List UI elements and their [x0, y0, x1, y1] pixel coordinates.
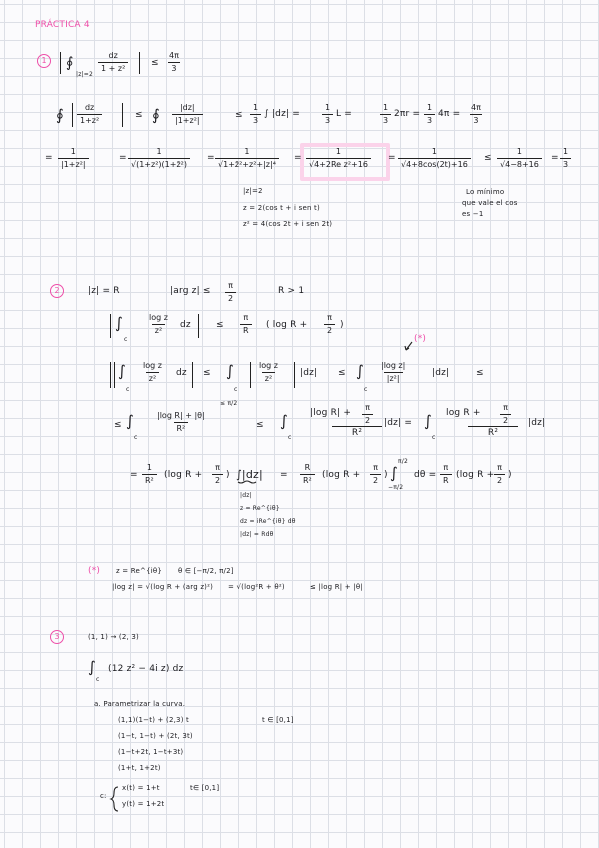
note: |z|=2: [243, 187, 263, 195]
differential: |dz|: [300, 368, 318, 378]
denominator: √1+z̄²+z²+|z|⁴: [215, 158, 279, 169]
denominator: z²: [146, 372, 159, 383]
math-text: |log R| +: [310, 408, 352, 418]
footnote-text: z = Re^{iθ}: [116, 567, 163, 575]
denominator: |1+z²|: [172, 114, 203, 125]
integral-sign: ∫: [118, 362, 127, 380]
denominator: 2: [494, 474, 505, 485]
differential: dz: [176, 368, 187, 378]
numerator: log z: [149, 313, 168, 322]
numerator: 4π: [169, 51, 179, 60]
abs-bar: [198, 314, 199, 338]
substitution-note: z = Re^{iθ}: [240, 505, 280, 512]
fraction: [154, 412, 208, 433]
numerator: π: [228, 281, 233, 290]
math-text: log R +: [446, 408, 481, 418]
substitution-note: |dz|: [240, 492, 252, 499]
leq-sign: ≤: [114, 420, 122, 430]
fraction: [250, 104, 261, 125]
fraction: [362, 404, 373, 425]
contour-label: |z|=2: [76, 71, 94, 78]
leq-sign: ≤: [256, 420, 264, 430]
math-text: ): [384, 470, 388, 480]
contour-label: c: [364, 386, 368, 393]
contour-integral-sign: ∮: [56, 106, 65, 124]
contour-label: c: [134, 434, 138, 441]
numerator: R: [304, 463, 311, 472]
equals: =: [294, 153, 302, 163]
fraction: [468, 104, 484, 125]
fraction: [225, 282, 236, 303]
denominator: 1 + z²: [98, 62, 128, 73]
lower-limit: −π/2: [388, 484, 404, 491]
denominator: z²: [262, 372, 275, 383]
numerator: 1: [427, 103, 433, 112]
fraction: [58, 148, 89, 169]
denominator: 2: [500, 414, 511, 425]
contour-label: c: [124, 336, 128, 343]
fraction: [172, 104, 203, 125]
denominator: z²: [152, 324, 165, 335]
hypothesis: |z| = R: [88, 286, 120, 296]
side-note: Lo mínimo: [466, 188, 505, 196]
integral-sign: ∫: [88, 658, 97, 676]
item-heading: a. Parametrizar la curva.: [94, 700, 186, 708]
denominator: 1+z²: [77, 114, 102, 125]
integral-sign: ∫: [424, 412, 433, 430]
numerator: 1: [244, 147, 250, 156]
leq-sign: ≤: [476, 368, 484, 378]
fraction: [77, 104, 102, 125]
denominator: √(1+z²)(1+z̄²): [128, 158, 190, 169]
equals: =: [551, 153, 559, 163]
abs-bar: [110, 314, 111, 338]
fraction: [494, 464, 505, 485]
param-range: t ∈ [0,1]: [262, 716, 294, 724]
equals: =: [388, 153, 396, 163]
endpoints: (1, 1) → (2, 3): [88, 633, 139, 641]
math-text: (log R +: [322, 470, 361, 480]
bound-fraction: [166, 52, 182, 73]
annotation: ≤ π/2: [220, 400, 238, 407]
denominator: R²: [468, 426, 518, 438]
differential: |dz|: [528, 418, 546, 428]
integral-sign: ∫: [115, 314, 124, 332]
math-text: dθ =: [414, 470, 437, 480]
highlighted-fraction: [306, 148, 371, 169]
numerator: 1: [325, 103, 331, 112]
numerator: 1: [383, 103, 389, 112]
math-text: 4π =: [438, 109, 461, 119]
exercise-2-number: 2: [50, 284, 64, 298]
equals: =: [280, 470, 288, 480]
bullet: =: [45, 153, 53, 163]
numerator: π: [243, 313, 249, 322]
upper-limit: π/2: [398, 458, 409, 465]
numerator: π: [443, 463, 449, 472]
param-step: (1−t+2t, 1−t+3t): [118, 748, 184, 756]
numerator: π: [503, 403, 508, 412]
system-label: c:: [100, 792, 107, 800]
numerator: 1: [563, 147, 569, 156]
numerator: dz: [108, 51, 118, 60]
leq-sign: ≤: [135, 110, 143, 120]
numerator: 1: [146, 463, 152, 472]
note: z² = 4(cos 2t + i sen 2t): [243, 220, 333, 228]
contour-label: c: [126, 386, 130, 393]
footnote-text: θ ∈ [−π/2, π/2]: [178, 567, 234, 575]
numerator: 4π: [471, 103, 481, 112]
contour-integral-sign: ∮: [152, 106, 161, 124]
math-text: ( log R +: [266, 320, 308, 330]
differential: dz: [180, 320, 191, 330]
fraction: [560, 148, 571, 169]
system-equation: x(t) = 1+t: [122, 784, 160, 792]
denominator: √4+8cos(2t)+16: [398, 158, 471, 169]
denominator: R²: [332, 426, 382, 438]
side-note: que vale el cos: [462, 199, 518, 207]
param-step: (1−t, 1−t) + (2t, 3t): [118, 732, 193, 740]
equals: =: [130, 470, 138, 480]
fraction: [146, 314, 171, 335]
exercise-3-number: 3: [50, 630, 64, 644]
denominator: 2: [362, 414, 373, 425]
denominator: 3: [322, 114, 333, 125]
footnote-text: ≤ |log R| + |θ|: [310, 583, 363, 591]
numerator: π: [327, 313, 332, 322]
fraction: [142, 464, 157, 485]
differential: |dz|: [432, 368, 450, 378]
numerator: π: [373, 463, 378, 472]
numerator: |dz|: [179, 103, 195, 112]
hypothesis: R > 1: [278, 286, 305, 296]
footnote-mark: (*): [414, 334, 427, 344]
numerator: 1: [516, 147, 522, 156]
denominator: 3: [424, 114, 435, 125]
numerator: 1: [335, 147, 342, 156]
leq-sign: ≤: [151, 58, 159, 68]
abs-bar: [110, 362, 111, 388]
numerator: 1: [156, 147, 162, 156]
numerator: 1: [253, 103, 259, 112]
math-text: ): [508, 470, 512, 480]
denominator: |z²|: [384, 372, 403, 383]
integral-sign: ∫: [356, 362, 365, 380]
fraction: [215, 148, 279, 169]
numerator: 1: [431, 147, 437, 156]
system-equation: y(t) = 1+2t: [122, 800, 165, 808]
denominator: |1+z²|: [58, 158, 89, 169]
fraction: [324, 314, 335, 335]
abs-bar: [60, 52, 61, 74]
contour-label: c: [96, 676, 100, 683]
fraction: [140, 362, 165, 383]
abs-bar: [114, 362, 115, 388]
denominator: R²: [142, 474, 157, 485]
exercise-1-number: 1: [37, 54, 51, 68]
leq-sign: ≤: [235, 110, 243, 120]
substitution-note: dz = iRe^{iθ} dθ: [240, 518, 296, 525]
fraction: [500, 404, 511, 425]
contour-label: c: [432, 434, 436, 441]
side-note: es −1: [462, 210, 484, 218]
integrand: (12 z² − 4i z) dz: [108, 664, 184, 674]
fraction: [322, 104, 333, 125]
numerator: log z: [259, 361, 278, 370]
numerator: dz: [84, 103, 95, 112]
denominator: 2: [370, 474, 381, 485]
integral-sign: ∫: [390, 464, 399, 482]
leq-sign: ≤: [338, 368, 346, 378]
abs-bar: [192, 362, 193, 388]
math-text: ∫ |dz| =: [264, 109, 301, 119]
fraction: [212, 464, 223, 485]
param-step: (1,1)(1−t) + (2,3) t: [118, 716, 189, 724]
integral-sign: ∫: [226, 362, 235, 380]
math-text: ): [226, 470, 230, 480]
integral-sign: ∫: [126, 412, 135, 430]
numerator: 1: [70, 147, 76, 156]
leq-sign: ≤: [484, 153, 492, 163]
contour-integral-sign: ∮: [66, 55, 74, 71]
numerator: |log R| + |θ|: [157, 411, 205, 420]
math-text: ∫|dz|: [236, 468, 263, 481]
denominator: 2: [225, 292, 236, 303]
denominator: R²: [300, 474, 315, 485]
page-title: PRÁCTICA 4: [35, 20, 90, 30]
denominator: 3: [560, 158, 571, 169]
fraction: [128, 148, 190, 169]
footnote-text: = √(log²R + θ²): [228, 583, 285, 591]
denominator: R: [440, 474, 452, 485]
fraction: [240, 314, 252, 335]
hypothesis: |arg z| ≤: [170, 286, 211, 296]
fraction: [497, 148, 542, 169]
denominator: 3: [168, 62, 179, 73]
denominator: 2: [212, 474, 223, 485]
fraction: [424, 104, 435, 125]
denominator: 2: [324, 324, 335, 335]
integral-sign: ∫: [280, 412, 289, 430]
contour-label: c: [288, 434, 292, 441]
denominator: 3: [250, 114, 261, 125]
denominator: √4+2Re z²+16: [306, 158, 371, 169]
denominator: 3: [470, 114, 481, 125]
denominator: 3: [380, 114, 391, 125]
note: z = 2(cos t + i sen t): [243, 204, 320, 212]
numerator: π: [215, 463, 220, 472]
abs-bar: [250, 362, 251, 388]
fraction: [380, 104, 391, 125]
abs-bar: [294, 362, 295, 388]
fraction: [398, 148, 471, 169]
math-text: 2πr =: [394, 109, 421, 119]
ex1-integrand: [98, 52, 128, 73]
equals: =: [119, 153, 127, 163]
denominator: R: [240, 324, 252, 335]
contour-label: c: [234, 386, 238, 393]
math-text: (log R +: [164, 470, 203, 480]
math-text: |dz| =: [384, 418, 413, 428]
denominator: √4−8+16: [497, 158, 542, 169]
numerator: |log z|: [381, 361, 406, 370]
param-range: t∈ [0,1]: [190, 784, 220, 792]
leq-sign: ≤: [203, 368, 211, 378]
abs-bar: [122, 103, 123, 127]
math-text: L =: [336, 109, 353, 119]
footnote-text: |log z| = √(log R + (arg z)²): [112, 583, 214, 591]
leq-sign: ≤: [216, 320, 224, 330]
fraction: [256, 362, 281, 383]
param-step: (1+t, 1+2t): [118, 764, 161, 772]
fraction: [440, 464, 452, 485]
numerator: π: [497, 463, 502, 472]
denominator: R²: [174, 422, 189, 433]
numerator: log z: [143, 361, 162, 370]
abs-bar: [72, 103, 73, 127]
abs-bar: [139, 52, 140, 74]
numerator: π: [365, 403, 370, 412]
substitution-note: |dz| = Rdθ: [240, 531, 274, 538]
math-text: (log R +: [456, 470, 495, 480]
fraction: [378, 362, 408, 383]
fraction: [370, 464, 381, 485]
fraction: [300, 464, 315, 485]
footnote-mark: (*): [88, 566, 101, 576]
equals: =: [207, 153, 215, 163]
math-text: ): [340, 320, 344, 330]
